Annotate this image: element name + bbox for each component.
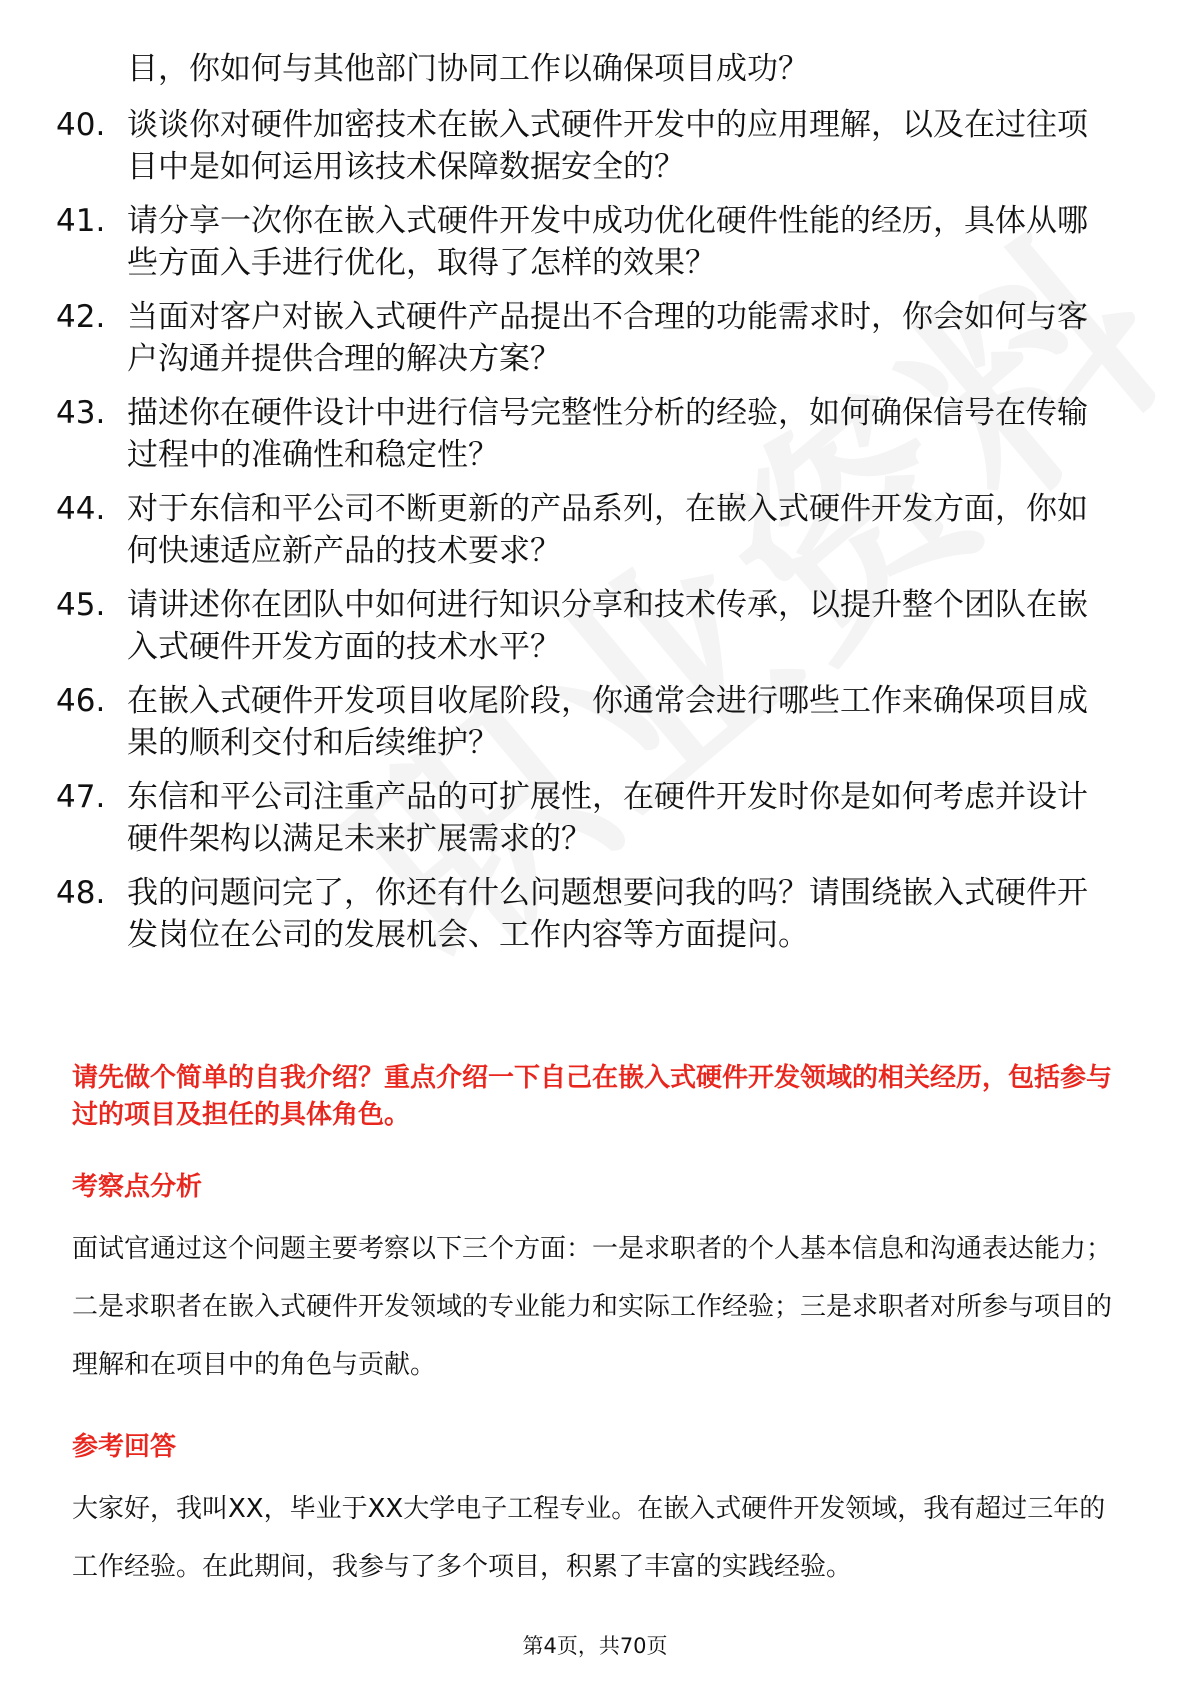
question-text: 我的问题问完了，你还有什么问题想要问我的吗？请围绕嵌入式硬件开发岗位在公司的发展机会、工作内容等方面提问。 [127,875,1088,953]
question-text: 请讲述你在团队中如何进行知识分享和技术传承，以提升整个团队在嵌入式硬件开发方面的技术水平？ [127,587,1088,665]
page-number: 第4页，共70页 [522,1634,668,1658]
question-text: 东信和平公司注重产品的可扩展性，在硬件开发时你是如何考虑并设计硬件架构以满足未来扩展需求的？ [127,779,1088,857]
analysis-heading: 考察点分析 [72,1172,203,1202]
question-number: 40. [56,107,106,143]
question-number: 48. [56,875,106,911]
question-number: 44. [56,491,106,527]
question-number: 47. [56,779,106,815]
question-number: 45. [56,587,106,623]
question-continuation: 目，你如何与其他部门协同工作以确保项目成功？ [127,51,809,87]
question-text: 谈谈你对硬件加密技术在嵌入式硬件开发中的应用理解，以及在过往项目中是如何运用该技术保障数据安全的？ [127,107,1088,185]
question-text: 对于东信和平公司不断更新的产品系列，在嵌入式硬件开发方面，你如何快速适应新产品的技术要求？ [127,491,1088,569]
question-number: 43. [56,395,106,431]
featured-question: 请先做个简单的自我介绍？重点介绍一下自己在嵌入式硬件开发领域的相关经历，包括参与过的项目及担任的具体角色。 [72,1063,1113,1130]
reference-body: 大家好，我叫XX，毕业于XX大学电子工程专业。在嵌入式硬件开发领域，我有超过三年的工作经验。在此期间，我参与了多个项目，积累了丰富的实践经验。 [72,1494,1106,1582]
question-text: 当面对客户对嵌入式硬件产品提出不合理的功能需求时，你会如何与客户沟通并提供合理的解决方案？ [127,299,1088,377]
analysis-body: 面试官通过这个问题主要考察以下三个方面：一是求职者的个人基本信息和沟通表达能力；二是求职者在嵌入式硬件开发领域的专业能力和实际工作经验；三是求职者对所参与项目的理解和在项目中的角色与贡献。 [72,1234,1113,1380]
question-text: 描述你在硬件设计中进行信号完整性分析的经验，如何确保信号在传输过程中的准确性和稳定性？ [127,395,1088,473]
question-number: 41. [56,203,106,239]
question-number: 42. [56,299,106,335]
question-text: 请分享一次你在嵌入式硬件开发中成功优化硬件性能的经历，具体从哪些方面入手进行优化，取得了怎样的效果？ [127,203,1088,281]
reference-heading: 参考回答 [72,1432,177,1462]
question-text: 在嵌入式硬件开发项目收尾阶段，你通常会进行哪些工作来确保项目成果的顺利交付和后续维护？ [127,683,1088,761]
question-number: 46. [56,683,106,719]
